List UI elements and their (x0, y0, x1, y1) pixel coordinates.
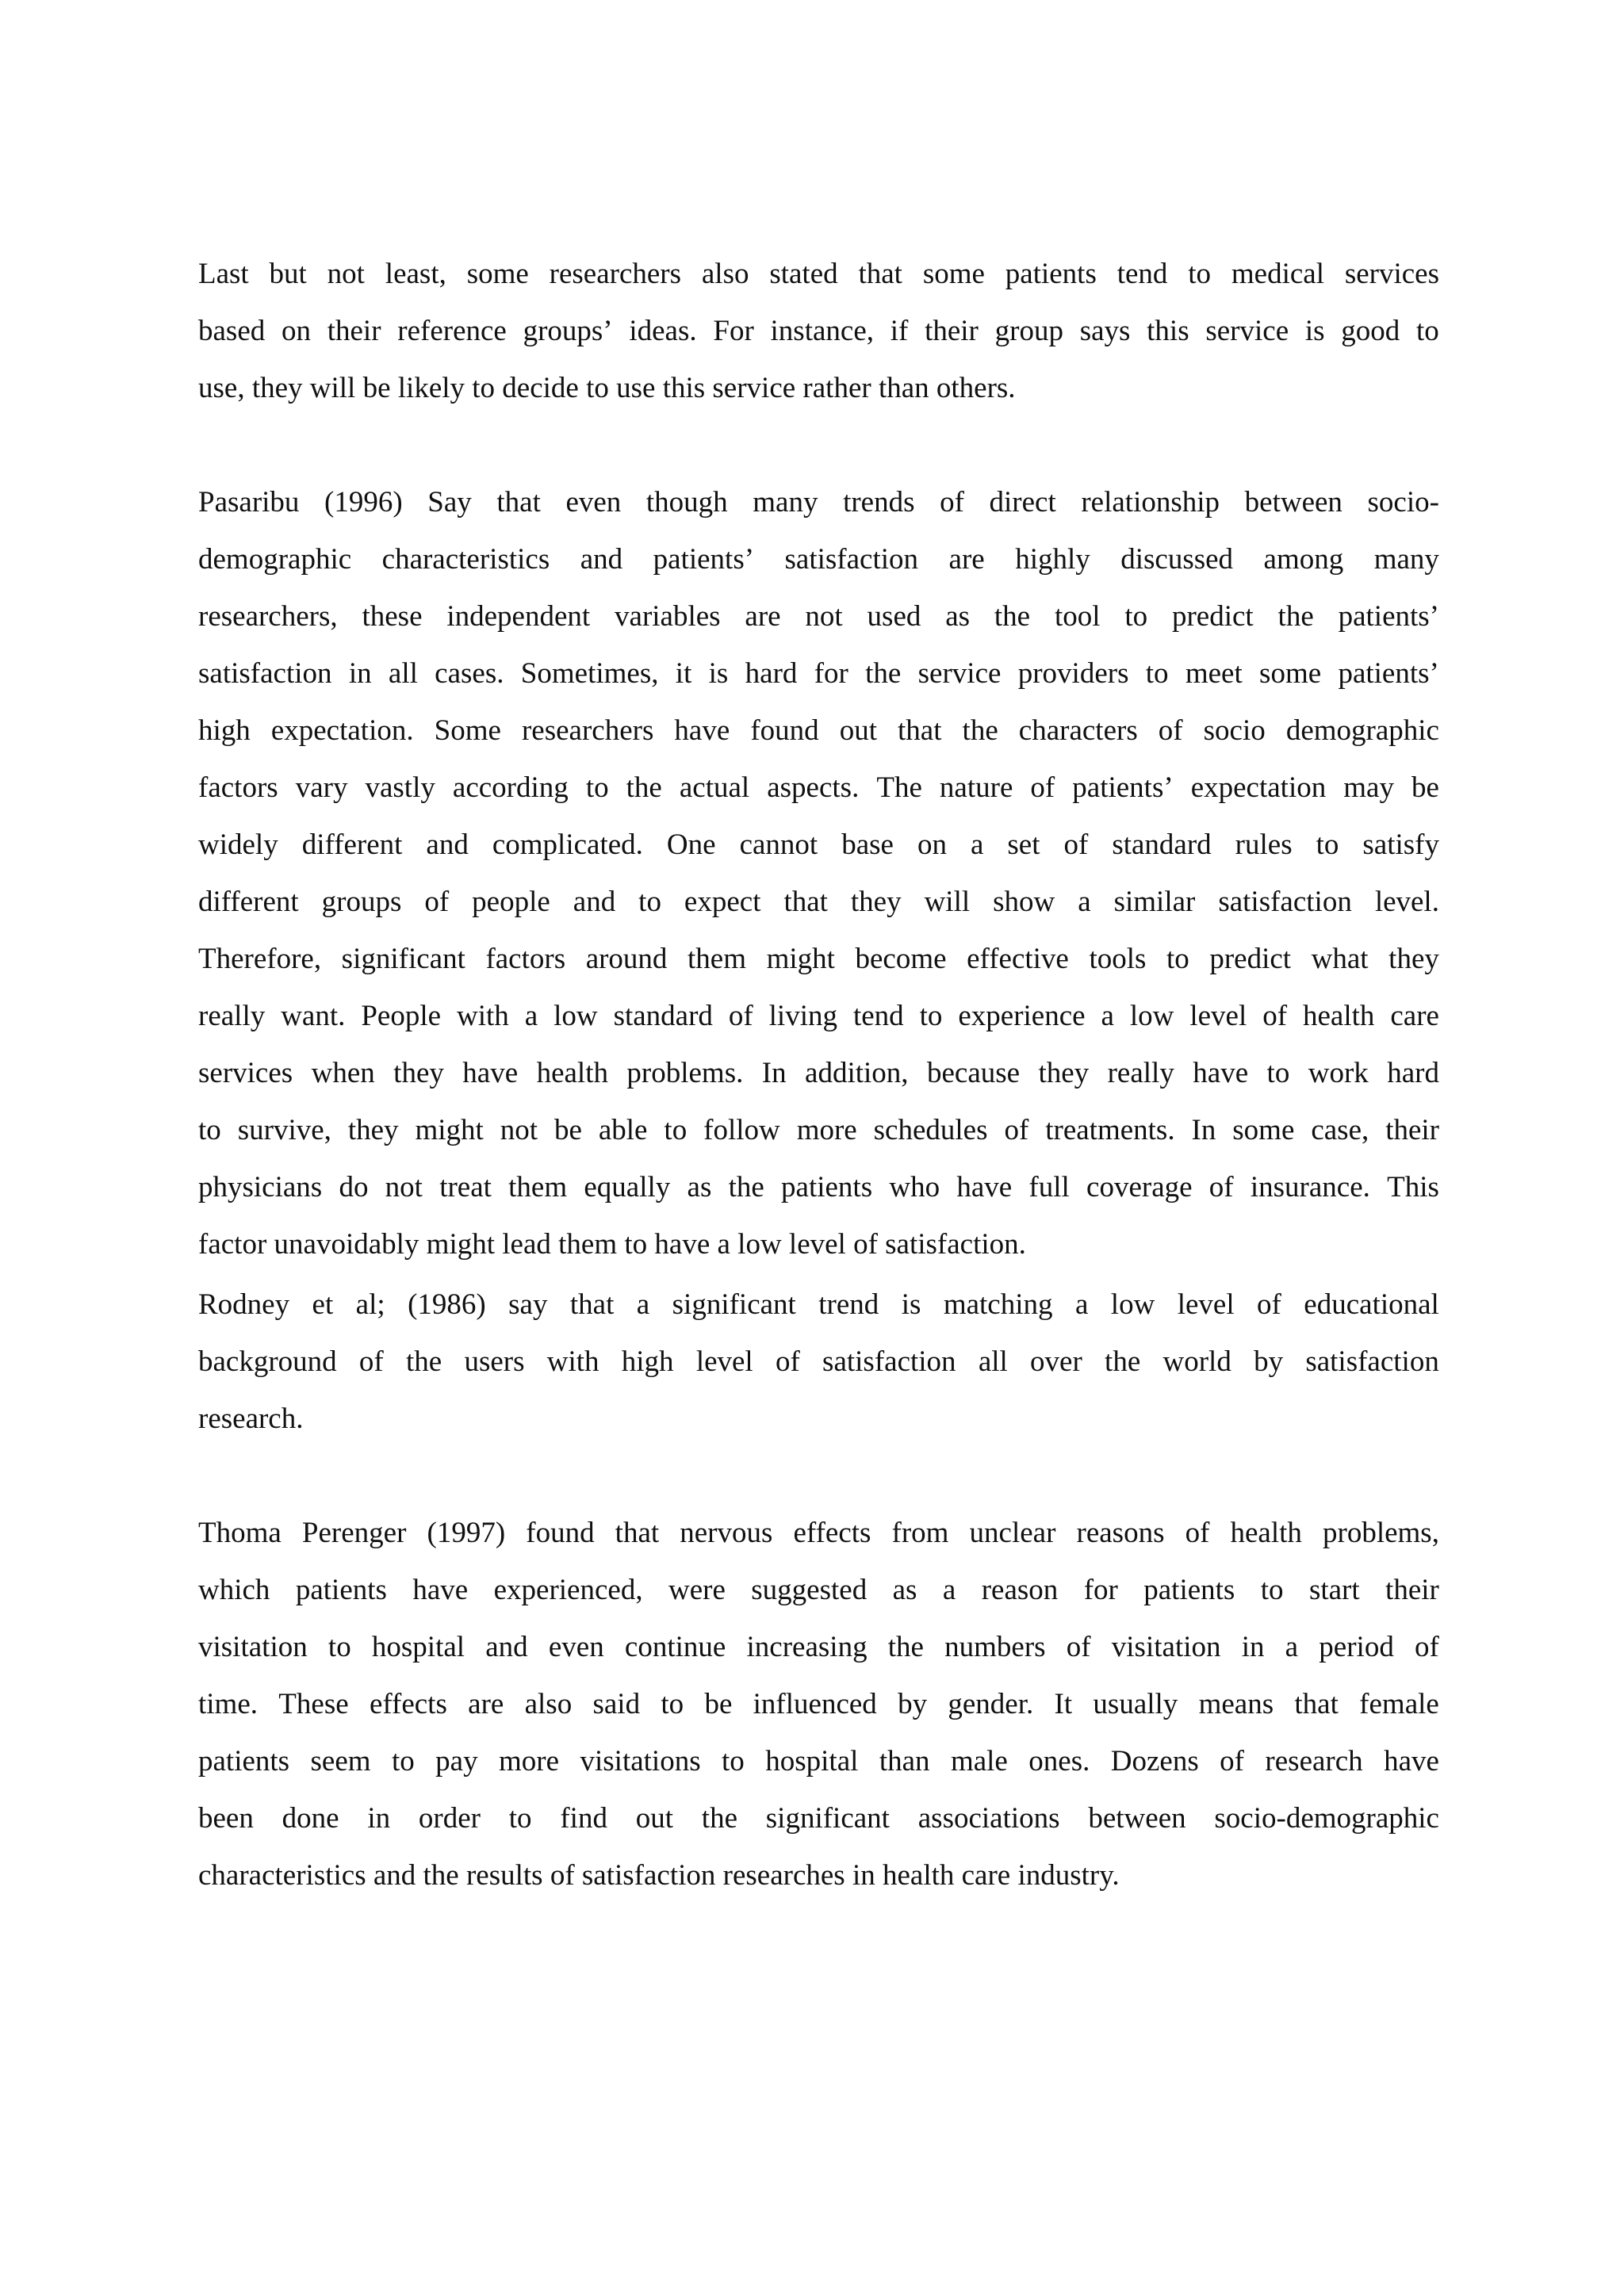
paragraph-line: services when they have health problems. In addition, because they really have to work hard (198, 1057, 1439, 1089)
paragraph-line: Rodney et al; (1986) say that a significant trend is matching a low level of educational (198, 1288, 1439, 1321)
paragraph-thoma-perenger (198, 1505, 1439, 1904)
paragraph-pasaribu (198, 474, 1439, 1273)
paragraph-reference-groups (198, 246, 1439, 417)
paragraph-line: research. (198, 1402, 304, 1435)
paragraph-line: patients seem to pay more visitations to hospital than male ones. Dozens of research have (198, 1745, 1439, 1777)
paragraph-line: factors vary vastly according to the actual aspects. The nature of patients’ expectation may be (198, 771, 1439, 804)
paragraph-line: visitation to hospital and even continue increasing the numbers of visitation in a period of (198, 1631, 1439, 1663)
paragraph-line: different groups of people and to expect that they will show a similar satisfaction level. (198, 886, 1439, 918)
paragraph-line: widely different and complicated. One cannot base on a set of standard rules to satisfy (198, 828, 1439, 861)
paragraph-line: Therefore, significant factors around them might become effective tools to predict what they (198, 943, 1439, 975)
paragraph-line: satisfaction in all cases. Sometimes, it is hard for the service providers to meet some patients’ (198, 657, 1439, 690)
paragraph-line: high expectation. Some researchers have found out that the characters of socio demographic (198, 714, 1439, 747)
paragraph-line: time. These effects are also said to be influenced by gender. It usually means that female (198, 1688, 1439, 1720)
paragraph-line: based on their reference groups’ ideas. For instance, if their group says this service is good to (198, 315, 1439, 347)
paragraph-line: physicians do not treat them equally as the patients who have full coverage of insurance. This (198, 1171, 1439, 1203)
paragraph-line: background of the users with high level of satisfaction all over the world by satisfaction (198, 1345, 1439, 1378)
paragraph-line: characteristics and the results of satisfaction researches in health care industry. (198, 1859, 1120, 1892)
paragraph-line: Last but not least, some researchers also stated that some patients tend to medical services (198, 258, 1439, 290)
paragraph-line: factor unavoidably might lead them to have a low level of satisfaction. (198, 1228, 1026, 1261)
paragraph-line: demographic characteristics and patients’ satisfaction are highly discussed among many (198, 543, 1439, 576)
paragraph-line: which patients have experienced, were suggested as a reason for patients to start their (198, 1574, 1439, 1606)
paragraph-line: really want. People with a low standard of living tend to experience a low level of health care (198, 1000, 1439, 1032)
paragraph-line: been done in order to find out the significant associations between socio-demographic (198, 1802, 1439, 1835)
paragraph-rodney (198, 1276, 1439, 1448)
paragraph-line: Pasaribu (1996) Say that even though many trends of direct relationship between socio- (198, 486, 1439, 519)
paragraph-line: to survive, they might not be able to follow more schedules of treatments. In some case, their (198, 1114, 1439, 1146)
paragraph-line: use, they will be likely to decide to use this service rather than others. (198, 372, 1016, 404)
paragraph-line: Thoma Perenger (1997) found that nervous effects from unclear reasons of health problems, (198, 1517, 1439, 1549)
paragraph-line: researchers, these independent variables are not used as the tool to predict the patients’ (198, 600, 1439, 633)
